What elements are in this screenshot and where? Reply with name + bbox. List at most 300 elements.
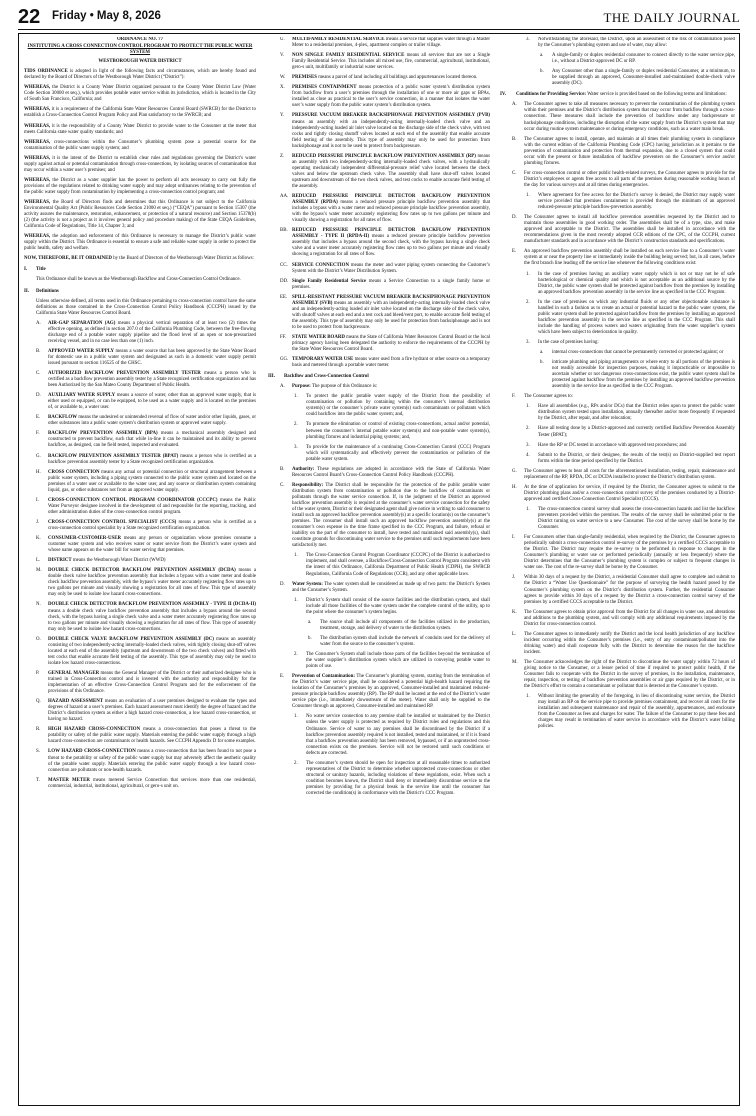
item-term: MASTER METER [48,777,90,783]
condition-item [500,102,735,132]
condition-item [500,137,735,167]
subsection-item [268,394,490,418]
item-number: U. [280,37,285,42]
item-term: Prevention of Contamination: [292,674,355,680]
item-text: Prevention of Contamination: The Consumer’s plumbing system, starting from the termination of the District’s water service pipe, shall be considered a potential high-health hazard requiring the isolation of the Consumer’s premises by an approved, Consumer-installed and maintained reduced-pressure principle backflow assembly (RP). The RP shall be located at the end of the District’s water service pipe (i.e., immediately downstream of the meter). Water shall only be supplied to the Consumer through an approved, Consumer-installed and maintained RP. [292,674,490,710]
item-number: 1. [526,506,530,512]
continued-items [500,37,735,87]
item-number: a. [308,619,312,625]
item-term: Authority: [292,466,315,472]
section-title-text: This Ordinance shall be known as the Westborough Backflow and Cross-Connection Control Ordinance. [36,277,241,283]
subsection-d [268,582,490,594]
conditions-list [500,102,735,730]
definition-item [268,228,490,258]
item-number: X. [280,85,285,91]
recital-lead: WHEREAS, [24,177,51,183]
item-term: SPILL-RESISTANT PRESSURE VACUUM BREAKER BACKSIPHONAGE PREVENTION ASSEMBLY (SVB) [292,294,490,306]
subsection-item [268,761,490,797]
subsection-item [268,636,490,648]
item-text: CROSS CONNECTION means any actual or potential connection or structural arrangement between a public water system, including a piping system connected to the public water system and located on the premises of a water user or available to the water user, and any source or distribution system containing liquid, gas, or other substances not from an approved water supply. [48,469,256,493]
condition-item [500,469,735,481]
item-number: D. [512,215,517,221]
item-text: REDUCED PRESSURE PRINCIPLE BACKFLOW PREVENTION ASSEMBLY (RP) means an assembly with two independently-acting internally-loaded check valves, with a hydraulically operating mechanically independent differential-pressure relief valve located between the check valves and below the upstream check valve. The assembly shall have shut-off valves located upstream and downstream of the two check valves, and test cocks to enable accurate field testing of the assembly. [292,153,490,189]
item-text: HIGH HAZARD CROSS-CONNECTION means a cross-connection that poses a threat to the potability or safety of the public water supply. Materials entering the public water supply through a high hazard cross-connection are contaminants or health hazards. See CCCPH Appendix D for some examples. [48,727,256,745]
item-number: 1. [294,714,298,720]
item-text: For Consumers other than single-family residential, when required by the District, the Consumer agrees to periodically submit a cross-connection control re-survey of the premises by a certified CCCS acceptable to the District. The District may require the re-survey to be performed in response to changes in the Consumer’s plumbing or water use or performed periodically (annually or less frequently) where the District determines that the Consumer’s plumbing system is complex or subject to frequent changes in water use. The cost of the re-survey shall be borne by the Consumer. [524,535,735,571]
condition-item [500,507,735,531]
item-term: AUXILIARY WATER SUPPLY [48,393,116,399]
item-term: APPROVED WATER SUPPLY [48,348,115,354]
item-text: Any Consumer other than a single-family or duplex residential Consumer, at a minimum, to be supplied through an approved, Consumer-installed and-maintained double-check valve assembly (DC). [552,69,735,87]
definition-item [24,602,256,632]
item-term: MULTIFAMILY RESIDENTIAL SERVICE [292,37,385,42]
item-text: The Consumer acknowledges the right of the District to discontinue the water supply within 72 hours of giving notice to the Consumer, or a lesser period of time if required to protect public health, if the Consumer fails to cooperate with the District in the survey of premises, in the installation, maintenance, repair, inspection, or testing of backflow prevention assemblies or air gaps required by the District, or in the District’s effort to contain a contaminant or pollutant that is detected at the Consumer’s system. [524,659,735,690]
item-number: Z. [280,153,285,159]
item-number: CC. [280,262,288,268]
item-text: DOUBLE CHECK VALVE BACKFLOW PREVENTION ASSEMBLY (DC) means an assembly consisting of two independently-acting internally-loaded check valves, with tightly closing shut-off valves located at each end of the assembly (upstream and downstream of the two check valves) and fitted with test cocks that enable accurate field testing of the assembly. This type of assembly may only be used to isolate low hazard cross-connections. [48,636,256,666]
recital: WHEREAS, the adoption and enforcement of this Ordinance is necessary to manage the District’s public water supply within the District. This Ordinance is essential to ensure a safe and reliable water supply in order to protect the public health, safety and welfare. [24,234,256,252]
item-text: The Consumer agrees to install all backflow prevention assemblies requested by the District and to maintain those assemblies in good working order. The assemblies shall be of a type, size, and make approved and acceptable to the District. The assemblies shall be installed in accordance with the recommendations given in the most recently adopted CCR editions of the CPC, of the CCCPH, current manufacturer standards and in accordance with the District’s construction standards and specifications. [524,215,735,245]
subsection-item [268,422,490,440]
definition-item [268,295,490,331]
definition-item [24,393,256,411]
item-text: AIR-GAP SEPARATION (AG) means a physical vertical separation of at least two (2) times the effective opening, as defined in section 207.0 of the California Plumbing Code, between the free-flowing discharge end of a potable water supply pipeline and the flood level of an open or non-pressurized receiving vessel, and in no case less than one (1) inch. [48,320,256,344]
item-number: 2. [294,651,298,657]
condition-item [500,340,735,346]
section-title: Conditions for Providing Service: [516,92,587,98]
item-text: The Consumer’s System shall include those parts of the facilities beyond the termination of the water supplier’s distribution system which are utilized in conveying potable water to points of use. [306,651,490,670]
section-number: I. [24,267,28,273]
ordinance-title: INSTITUTING A CROSS CONNECTION CONTROL PROGRAM TO PROTECT THE PUBLIC WATER SYSTEM [27,44,253,56]
item-term: STATE WATER BOARD [292,334,345,340]
item-number: 2. [526,426,530,432]
item-term: BACKFLOW PREVENTION ASSEMBLY TESTER (BPAT) [48,453,179,459]
item-number: L. [512,631,517,637]
item-text: PREMISES CONTAINMENT means protection of a public water system’s distribution system from backflow from a user’s premises through the installation of one or more air gaps or BPAs, installed as close as practical to the user’s service connection, in a manner that isolates the water user’s water supply from the public water system’s distribution system. [292,85,490,109]
item-text: NON SINGLE FAMILY RESIDENTIAL SERVICE means all services that are not a Single Family Residential Service. This includes all mixed use, fire, commercial, agricultural, institutional, gero-s unit, multifamily or industrial water services. [292,53,490,71]
item-number: J. [36,519,40,525]
item-term: DOUBLE CHECK VALVE BACKFLOW PREVENTION ASSEMBLY (DC) [48,636,214,642]
continued-item [500,37,735,49]
item-text: internal cross-connections that cannot be permanently corrected or protected against; or [552,350,724,356]
recital-lead: WHEREAS, [24,107,51,113]
subsection-item [268,598,490,616]
section-title-heading [24,267,256,273]
subsection-e [268,674,490,710]
definitions-list-2 [268,37,490,369]
item-text: CONSUMER-CUSTOMER-USER means any person or organization whose premises consume a customer water system and who receives water or water service from the District’s water system and whose name appears on the water bill for water serving that premises. [48,536,256,554]
item-text: In the case of premises on which any industrial fluids or any other objectionable substance is handled in such a fashion as to create an actual or potential hazard to the public water system, the public water system shall be protected against backflow from the premises by installing an approved backflow prevention assembly in the service line as specified in the CCC Program. This shall include the handling of process waters and waters originating from the water supplier’s system which have been subject to deterioration in quality. [538,299,735,335]
item-number: E. [280,674,285,680]
item-number: J. [512,575,516,581]
item-term: REDUCED PRESSURE PRINCIPLE DETECTOR BACKFLOW PREVENTION ASSEMBLY - TYPE II (RPDA-II) [292,228,490,240]
item-text: Within 30 days of a request by the District, a residential Consumer shall agree to complete and submit to the District a “Water Use Questionnaire” for the purpose of surveying the health hazard posed by the Consumer’s plumbing system on the District’s distribution system. Further, the residential Consumer agrees to provide within 30 days of a request by the District a cross-connection control survey of the premises by a certified CCCS acceptable to the District. [524,575,735,605]
condition-item [500,660,735,690]
item-number: 1. [526,694,530,700]
recital: WHEREAS, it is the responsibility of a County Water District to provide water to the Consumer at the meter that meets California state water quality standards; and [24,123,256,135]
item-number: N. [36,602,41,608]
definitions-list-1 [24,321,256,790]
item-number: V. [280,53,285,59]
item-number: a. [540,350,544,356]
item-number: C. [280,482,285,488]
item-number: 1. [294,394,298,400]
item-term: GENERAL MANAGER [48,670,100,676]
item-term: REDUCED PRESSURE PRINCIPLE DETECTOR BACKFLOW PREVENTION ASSEMBLY (RPDA) [292,194,490,206]
condition-item [500,171,735,189]
item-number: W. [280,75,286,81]
section-conditions-heading [500,92,735,98]
definition-item [24,749,256,773]
item-number: 2. [294,760,298,766]
item-number: a. [540,53,544,59]
recitals [24,69,256,262]
recital-lead: WHEREAS, [24,123,51,129]
item-number: S. [36,749,40,755]
recital-lead: WHEREAS, [24,199,51,205]
condition-item [500,193,735,211]
recital: WHEREAS, it is the intent of the District to establish clear rules and regulations governing the District’s water supply against actual or potential contamination through cross-connections, by isolating sources of contamination that may occur within a water user’s premises; and [24,155,256,173]
item-number: C. [512,170,517,176]
item-number: L. [36,558,41,564]
item-text: Have all testing done by a District-approved and currently certified Backflow Prevention Assembly Tester (BPAT); [538,426,735,438]
recital: WHEREAS, the Board of Directors finds and determines that this Ordinance is not subject to the California Environmental Quality Act (Public Resources Code Section 21000 et seq.) (“CEQA”) pursuant to Section 15307 (the activity assures the maintenance, restoration, enhancement, or protection of a natural resource) and Section 15378(b)(2) (the activity is not a project as it involves general policy and procedure making) of the State CEQA Guidelines, California Code of Regulations, Title 14, Chapter 3; and [24,199,256,230]
item-text: A single-family or duplex residential consumer to connect directly to the water service pipe, i.e., without a District-approved DC or RP. [552,53,735,65]
condition-item [500,394,735,400]
recital-lead: WHEREAS, [24,234,51,240]
item-number: I. [512,535,515,541]
item-number: 3. [526,442,530,448]
item-text: MULTIFAMILY RESIDENTIAL SERVICE means a service that supplies water through a Master Meter to a residential premises, 4-plex, apartment complex or trailer village. [292,37,490,49]
item-term: HIGH HAZARD CROSS-CONNECTION [48,727,141,733]
item-number: K. [512,609,517,615]
continued-item [500,69,735,87]
item-text: HAZARD ASSESSMENT means an evaluation of a user premises designed to evaluate the types and degrees of hazard at a user’s premises. Each hazard assessment must identify the degree of hazard and the District’s distribution system as either a high hazard cross-connection, a low hazard cross-connection, or having no hazard. [48,699,256,723]
definition-item [24,454,256,466]
section-definitions-text: Unless otherwise defined, all terms used in this Ordinance pertaining to cross-connection control have the same definitions as those contained in the Cross-Connection Control Policy Handbook (CCCPH) issued by the California State Water Resources Control Board. [36,298,256,316]
item-number: A. [512,102,517,108]
item-text: The Consumer agrees to bear all costs for the aforementioned installation, testing, repair, maintenance and replacement of the RP, RPDA, DC or DCDA installed to protect the District’s distribution system. [524,468,735,480]
item-number: A. [280,384,285,390]
item-number: 1. [526,192,530,198]
ordinance-district: WESTBOROUGH WATER DISTRICT [98,59,182,65]
item-number: 1. [526,404,530,410]
item-text: CROSS-CONNECTION CONTROL PROGRAM COORDINATOR (CCCPC) means the Public Water Purveyor designee involved in the development of and responsible for the reporting, tracking, and other administration duties of the cross-connection control program. [48,497,256,515]
item-text: SERVICE CONNECTION means the meter and water piping system connecting the Customer’s System with the District’s Water Distribution System. [292,262,490,274]
item-number: 1. [294,597,298,603]
definition-item [24,778,256,790]
item-text: The distribution system shall include the network of conduits used for the delivery of water from the source to the consumer’s system. [320,635,490,647]
section-title: Definitions [36,288,59,294]
item-number: B. [280,466,285,472]
condition-item [500,610,735,628]
newspaper-name: THE DAILY JOURNAL [603,10,740,25]
item-text: TEMPORARY WATER USE means water used from a fire hydrant or other source on a temporary basis and metered through a portable water meter. [292,357,490,369]
item-number: BB. [280,228,288,234]
item-number: Y. [280,113,285,119]
masthead-rule [18,29,740,30]
item-text: An approved backflow prevention assembly shall be installed on each service line to a Consumer’s water system at or near the property line or immediately inside the building being served; but, in all cases, before the first branch line leading off the service line whenever the following conditions exist: [524,249,735,267]
section-intro: Water service is provided based on the following terms and limitations: [586,92,727,98]
item-number: P. [36,670,40,676]
item-text: REDUCED PRESSURE PRINCIPLE DETECTOR BACKFLOW PREVENTION ASSEMBLY (RPDA) means a reduced pressure principle backflow prevention assembly that includes a bypass with a water meter and reduced pressure principle backflow prevention assembly, with the bypass’s water meter accurately registering flow rates up to two gallons per minute and visually showing a registration for all rates of flow. [292,194,490,224]
definition-item [24,498,256,516]
item-text: DISTRICT means the Westborough Water District (WWD) [48,558,166,564]
item-text: Have all assemblies (e.g., RPs and/or DCs) that the District relies upon to protect the public water distribution system tested upon installation, annually thereafter and/or more frequently if requested by the District, after repair, and after relocation; [538,404,735,422]
item-number: M. [512,659,518,665]
definition-item [24,431,256,449]
item-text: Submit to the District, or their designee, the results of the test(s) on District-supplied test report forms within the time period specified by the District. [538,452,735,464]
definition-item [24,637,256,667]
item-number: A. [36,320,41,326]
item-number: F. [36,431,40,437]
item-number: D. [280,581,285,587]
subsection-b [268,467,490,479]
item-text: The Cross-Connection Control Program Coordinator (CCCPC) of the District is authorized to implement, and shall oversee, a Backflow/Cross-Connection Control Program consistent with the intent of this Ordinance, California Department of Public Health (CDPH), the SWRCB Regulations, California Code of Regulations (CCR), and any other applicable laws. [306,553,490,577]
item-number: 2. [526,299,530,305]
item-text: At the time of application for service, if required by the District, the Consumer agrees to submit to the District plumbing plans and/or a cross-connection control survey of the premises conducted by a District-approved and certified Cross-Connection Control Specialist (CCCS). [524,484,735,502]
item-term: BACKFLOW PREVENTION ASSEMBLY (BPA) [48,431,158,437]
item-term: Responsibility: [292,482,324,488]
definition-item [24,536,256,554]
condition-item [500,632,735,656]
definition-item [268,37,490,49]
item-number: b. [540,69,544,75]
recital: WHEREAS, the District as a water supplier has the power to perform all acts necessary to carry out fully the provisions of the regulations related to drinking water supply and may adopt ordinances relating to the prevention of the public water supply from contamination by implementing a cross-connection control program; and [24,177,256,195]
item-text: Purpose: The purpose of this Ordinance is: [292,384,378,390]
column-3 [500,37,735,1103]
item-term: DOUBLE CHECK DETECTOR BACKFLOW PREVENTION ASSEMBLY (DCDA) [48,568,236,574]
item-text: AUXILIARY WATER SUPPLY means a source of water, other than an approved water supply, that is either used or equipped, or can be equipped, to be used as a water supply and is located on the premises of, or available to, a water user. [48,393,256,411]
definition-item [24,568,256,598]
item-term: Water System: [292,581,323,587]
item-number: D. [36,393,41,399]
item-term: PRESSURE VACUUM BREAKER BACKSIPHONAGE PREVENTION ASSEMBLY (PVB) [292,113,490,119]
item-text: To protect the public potable water supply of the District from the possibility of contamination or pollution by containing within the consumer’s internal distribution system(s) or the consumer’s private water system(s) such contaminants or pollutants which could backflow into the public water system; and, [306,394,490,418]
item-term: DISTRICT [48,558,72,564]
item-term: AIR-GAP SEPARATION (AG) [48,320,116,326]
subsection-a [268,384,490,390]
column-1 [24,37,256,1103]
item-text: intricate plumbing and piping arrangements or where entry to all portions of the premises is not readily accessible for inspection purposes, making it impracticable or impossible to ascertain whether or not dangerous cross-connections exist, the public water system shall be protected against backflow from the premises by installing an approved backflow prevention assembly in the service line as specified in the CCC Program. [552,360,735,390]
section-number: IV. [500,92,507,98]
definition-item [24,520,256,532]
recital: WHEREAS, it is a requirement of the California State Water Resources Control Board (SWRCB) for the District to establish a Cross-Connection Control Program Policy and Plan satisfactory to the SWRCB; and [24,107,256,119]
item-number: F. [512,394,516,400]
condition-item [500,404,735,422]
condition-item [500,215,735,245]
item-term: AUTHORIZED BACKFLOW PREVENTION ASSEMBLY TESTER [48,371,201,377]
recital-lead: WHEREAS, [24,139,51,145]
item-text: The Consumer agrees to install, operate, and maintain at all times their plumbing system in compliance with the current edition of the California Plumbing Code (CPC) having jurisdiction as it pertains to the prevention of contamination and protection from thermal expansion, due to a closed system that could occur with the present or future installation of backflow preventers on the Consumer’s service and/or plumbing fixtures. [524,136,735,166]
item-text: The Consumer agrees to take all measures necessary to prevent the contamination of the plumbing system within their premises and the District’s distribution system that may occur from backflow through a cross-connection. These measures shall include the prevention of backflow under any backpressure or backsiphonage conditions, including the disruption of the water supply from the District’s system that may occur during routine system maintenance or during emergency conditions, such as a water main break. [524,102,735,132]
item-text: To provide for the maintenance of a continuing Cross-Connection Control (CCC) Program which will systematically and effectively prevent the contamination or pollution of the potable water system. [306,444,490,462]
item-number: T. [36,777,40,783]
subsection-item [268,714,490,756]
issue-date: Friday • May 8, 2026 [52,10,161,22]
page-number: 22 [18,6,41,28]
item-text: The cross-connection control survey shall assess the cross-connection hazards and list the backflow preventers provided within the premises. The results of the survey shall be submitted prior to the District turning on water service to a new Consumer. The cost of the survey shall be borne by the Consumer. [538,506,735,531]
condition-item [500,443,735,449]
definition-item [24,699,256,723]
item-number: H. [512,484,517,490]
recital: WHEREAS, cross-connections within the Consumer’s plumbing system pose a potential source for the contamination of the public water supply system; and [24,139,256,151]
item-text: Authority: These regulations are adopted in accordance with the State of California Water Resources Control Board’s Cross-Connection Control Policy Handbook (CCCPH). [292,466,490,478]
masthead [18,6,740,30]
recital: TIDS ORDINANCE is adopted in light of the following facts and circumstances, which are hereby found and declared by the Board of Directors of the Westborough Water District (“District”): [24,69,256,81]
subsection-item [268,652,490,670]
item-number: FF. [280,334,287,340]
condition-item [500,485,735,503]
item-text: The Consumer agrees to immediately notify the District and the local health jurisdiction of any backflow incident occurring within the Consumer’s premises (i.e., entry of any contaminant/pollutant into the drinking water) and shall cooperate fully with the District to determine the reason for the backflow incident. [524,631,735,655]
item-text: The source shall include all components of the facilities utilized in the production, treatment, storage, and delivery of water to the distribution system. [320,619,490,631]
condition-item [500,300,735,336]
ordinance-number: ORDINANCE NO. 77 [116,37,164,42]
item-term: CROSS-CONNECTION CONTROL SPECIALIST (CCCS) [48,519,177,525]
item-text: In the case of premises having: [538,339,599,345]
item-text: Water System: The water system shall be considered as made up of two parts: the District’s System and the Consumer’s System. [292,581,490,593]
item-term: REDUCED PRESSURE PRINCIPLE BACKFLOW PREVENTION ASSEMBLY (RP) [292,153,476,159]
definition-item [268,335,490,353]
item-number: K. [36,536,41,542]
item-number: EE. [280,294,288,300]
item-text: The Consumer agrees to obtain prior approval from the District for all changes in water use, and alterations and additions to the plumbing system, and will comply with any additional requirements imposed by the District for cross-connection control. [524,609,735,627]
item-number: b. [540,360,544,366]
item-number: DD. [280,278,289,284]
condition-item [500,272,735,296]
item-text: District’s System shall consist of the source facilities and the distribution system, and shall include all those facilities of the water system under the complete control of the utility, up to the point where the consumer’s system begins. [306,597,490,615]
section-number: II. [24,288,30,294]
item-term: TEMPORARY WATER USE [292,357,354,363]
definition-item [24,349,256,367]
item-text: Responsibility: The District shall be responsible for the protection of the public potable water distribution system from contamination or pollution due to the backflow of contaminants or pollutants through the water service connection. If, in the judgment of the District an approved backflow prevention assembly is required at the consumer’s water service connection for the safety of the water system, District or their designated agent shall give notice in writing to said consumer to install such an approved backflow prevention assembly(s) at a specific location(s) on the consumer’s premises. The consumer shall install such an approved backflow prevention assembly(s) at the consumer’s own expense in the time frame specified in the CCC Program, and failure, refusal or inability on the part of the consumer to install, have tested and maintained said assembly(s), shall constitute grounds for discontinuing water service to the premises until such requirements have been satisfactorily met. [292,482,490,549]
item-text: In the case of premises having an auxiliary water supply which is not or may not be of safe bacteriological or chemical quality and which is not acceptable as an additional source by the District, the public water system shall be protected against backflow from the premises by installing an approved backflow prevention assembly in the service line as specified in the CCC Program. [538,271,735,295]
backflow-section-body [268,384,490,797]
condition-item [500,575,735,605]
item-text: The consumer’s system should be open for inspection at all reasonable times to authorized representatives of the District to determine whether unprotected cross-connections or other structural or sanitary hazards, including violations of these regulations, exist. When such a condition becomes known, the District shall deny or immediately discontinue service to the premises by providing for a physical break in the service line until the consumer has corrected the condition(s) in conformance with the District’s CCC Program. [306,760,490,796]
item-term: CROSS CONNECTION [48,469,100,475]
item-term: SERVICE CONNECTION [292,262,350,268]
item-number: 1. [294,553,298,559]
definition-item [268,53,490,71]
item-term: DOUBLE CHECK DETECTOR BACKFLOW PREVENTION ASSEMBLY - TYPE II (DCDA-II) [48,602,256,608]
section-title: Title [36,267,46,273]
item-number: Q. [36,699,41,705]
definition-item [268,279,490,291]
column-2 [268,37,490,1103]
item-term: PREMISES CONTAINMENT [292,85,357,91]
recital: WHEREAS, the District is a County Water District organized pursuant to the County Water District Law (Water Code Section 30000 et seq.), which provides potable water service within its jurisdiction, which is located in the City of South San Francisco, California; and [24,85,256,103]
definition-item [268,75,490,81]
definition-item [268,85,490,109]
item-number: R. [36,727,41,733]
item-text: Have the RP or DC tested in accordance with approved test procedures; and [538,442,687,448]
definition-item [24,558,256,564]
item-number: AA. [280,194,289,200]
item-number: 1. [526,271,530,277]
item-text: Notwithstanding the aforesaid, the District, upon an assessment of the risk of contamination posed by the Consumer’s plumbing system and use of water, may allow: [538,37,735,49]
item-text: MASTER METER means metered Service Connection that services more than one residential, commercial, industrial, institutional, agricultural, or gero-s unit on. [48,777,256,789]
item-number: B. [36,348,41,354]
condition-item [500,535,735,571]
subsection-c [268,483,490,550]
item-number: 3. [526,37,530,42]
item-term: CONSUMER-CUSTOMER-USER [48,536,122,542]
item-number: H. [36,469,41,475]
item-text: Without limiting the generality of the foregoing, in lieu of discontinuing water service, the District may install an RP on the service pipe to provide premises containment, and recover all costs for the installation and subsequent maintenance and repair of the assembly, appurtenances, and enclosure from the Consumer as fees and charges for water. The failure of the Consumer to pay these fees and charges may result in termination of water service in accordance with the District’s water billing policies. [538,694,735,730]
definition-item [268,113,490,149]
definition-item [24,371,256,389]
recital-lead: WHEREAS, [24,155,51,161]
item-number: b. [308,635,312,641]
item-number: C. [36,371,41,377]
item-text: PRESSURE VACUUM BREAKER BACKSIPHONAGE PREVENTION ASSEMBLY (PVB) means an assembly with an independently-acting internally-loaded check valve and an independently-acting loaded air inlet valve located on the discharge side of the check valve, with test cocks and tightly closing shutoff valves located at each end of the assembly that enable accurate field testing of the assembly. This type of assembly may only be used for protection from backsiphonage and is not to be used to protect from backpressure. [292,113,490,149]
item-number: G. [36,453,41,459]
continued-item [500,53,735,65]
item-number: 3. [294,444,298,450]
item-term: PREMISES [292,75,318,81]
section-number: III. [268,374,275,380]
item-text: For cross-connection control or other public health-related surveys, the Consumer agrees to provide for the District’s employees or agents free access to all parts of the premises during reasonable working hours of the day for various surveys and at all times during emergencies. [524,170,735,188]
item-text: To promote the elimination or control of existing cross-connections, actual and/or potential, between the consumer’s internal potable water system(s) and non-potable water system(s), plumbing fixtures and industrial piping systems; and, [306,422,490,440]
item-term: LOW HAZARD CROSS-CONNECTION [48,749,136,755]
definition-item [268,357,490,369]
subsection-item [268,553,490,577]
item-number: E. [36,415,41,421]
definition-item [268,154,490,190]
item-text: BACKFLOW PREVENTION ASSEMBLY (BPA) means a mechanical assembly designed and constructed to prevent backflow, such that while in-line it can be maintained and its ability to prevent backflow, as designed, can be field tested, inspected and evaluated. [48,431,256,449]
condition-item [500,694,735,730]
condition-item [500,350,735,356]
item-term: HAZARD ASSESSMENT [48,699,104,705]
item-text: DOUBLE CHECK DETECTOR BACKFLOW PREVENTION ASSEMBLY (DCDA) means a double check valve backflow prevention assembly that includes a bypass with a water meter and double check backflow prevention assembly, with the bypass’s water meter accurately registering flow rates up to two gallons per minute and visually showing a registration for all rates of flow. This type of assembly may only be used to isolate low hazard cross-connections. [48,568,256,598]
item-text: APPROVED WATER SUPPLY means a water source that has been approved by the State Water Board for domestic use in a public water system and designated as such in a domestic water supply permit issued pursuant to section 116525 of the CHSC. [48,348,256,366]
section-title: Backflow and Cross-Connection Control [284,374,369,380]
item-text: The Consumer agrees to: [524,394,574,400]
definition-item [24,321,256,345]
recital-lead: WHEREAS, [24,85,51,91]
recital: NOW, THEREFORE, BE IT ORDAINED by the Board of Directors of the Westborough Water District as follows: [24,256,254,262]
item-number: E. [512,249,517,255]
item-number: O. [36,636,41,642]
item-text: CROSS-CONNECTION CONTROL SPECIALIST (CCCS) means a person who is certified as a cross-connection control specialist by a State recognized certification organization. [48,519,256,531]
section-definitions-heading [24,289,256,295]
item-term: Purpose: [292,384,311,390]
item-text: REDUCED PRESSURE PRINCIPLE DETECTOR BACKFLOW PREVENTION ASSEMBLY - TYPE II (RPDA-II) means a reduced pressure principle backflow prevention assembly that includes a bypass around the second check, with the bypass having a single check valve and a water meter accurately registering flow rates up to two gallons per minute and visually showing a registration for all rates of flow. [292,228,490,258]
condition-item [500,426,735,438]
subsection-item [268,620,490,632]
item-number: 3. [526,339,530,345]
item-number: B. [512,136,517,142]
item-text: PREMISES means a parcel of land including all buildings and appurtenances located thereon. [292,75,478,81]
item-term: CROSS-CONNECTION CONTROL PROGRAM COORDINATOR (CCCPC) [48,497,218,503]
item-number: 4. [526,452,530,458]
recital-lead: NOW, THEREFORE, BE IT ORDAINED [24,256,112,262]
item-text: Single Family Residential Service means a Service Connection to a single family home or premises. [292,278,490,290]
item-term: BACKFLOW [48,415,78,421]
item-number: G. [512,468,517,474]
item-text: DOUBLE CHECK DETECTOR BACKFLOW PREVENTION ASSEMBLY - TYPE II (DCDA-II) means a double check valve backflow prevention assembly that includes a bypass around the second check, with the bypass having a single check valve and a water meter accurately registering flow rates up to two gallons per minute and visually showing a registration for all rates of flow. This type of assembly may only be used to isolate low hazard cross-connections. [48,602,256,632]
item-number: 2. [294,422,298,428]
item-number: GG. [280,357,289,363]
definition-item [24,470,256,494]
item-text: Where agreement for free access for the District’s survey is denied, the District may supply water service provided that premises containment is provided through the minimum of an approved reduced-pressure principle backflow-prevention assembly. [538,192,735,211]
definition-item [24,727,256,745]
item-text: No water service connection to any premise shall be installed or maintained by the District unless the water supply is protected as required by District rules and regulations and this Ordinance. Service of water to any premises shall be discontinued by the District if a backflow prevention assembly required is not installed, tested and maintained, or if it is found that a backflow prevention assembly has been removed, bypassed, or if an unprotected cross-connection exists on the premises. Service will not be restored until such conditions or defects are corrected. [306,714,490,756]
definition-item [24,671,256,695]
section-backflow-heading [268,374,490,380]
recital-lead: TIDS ORDINANCE [24,69,68,75]
